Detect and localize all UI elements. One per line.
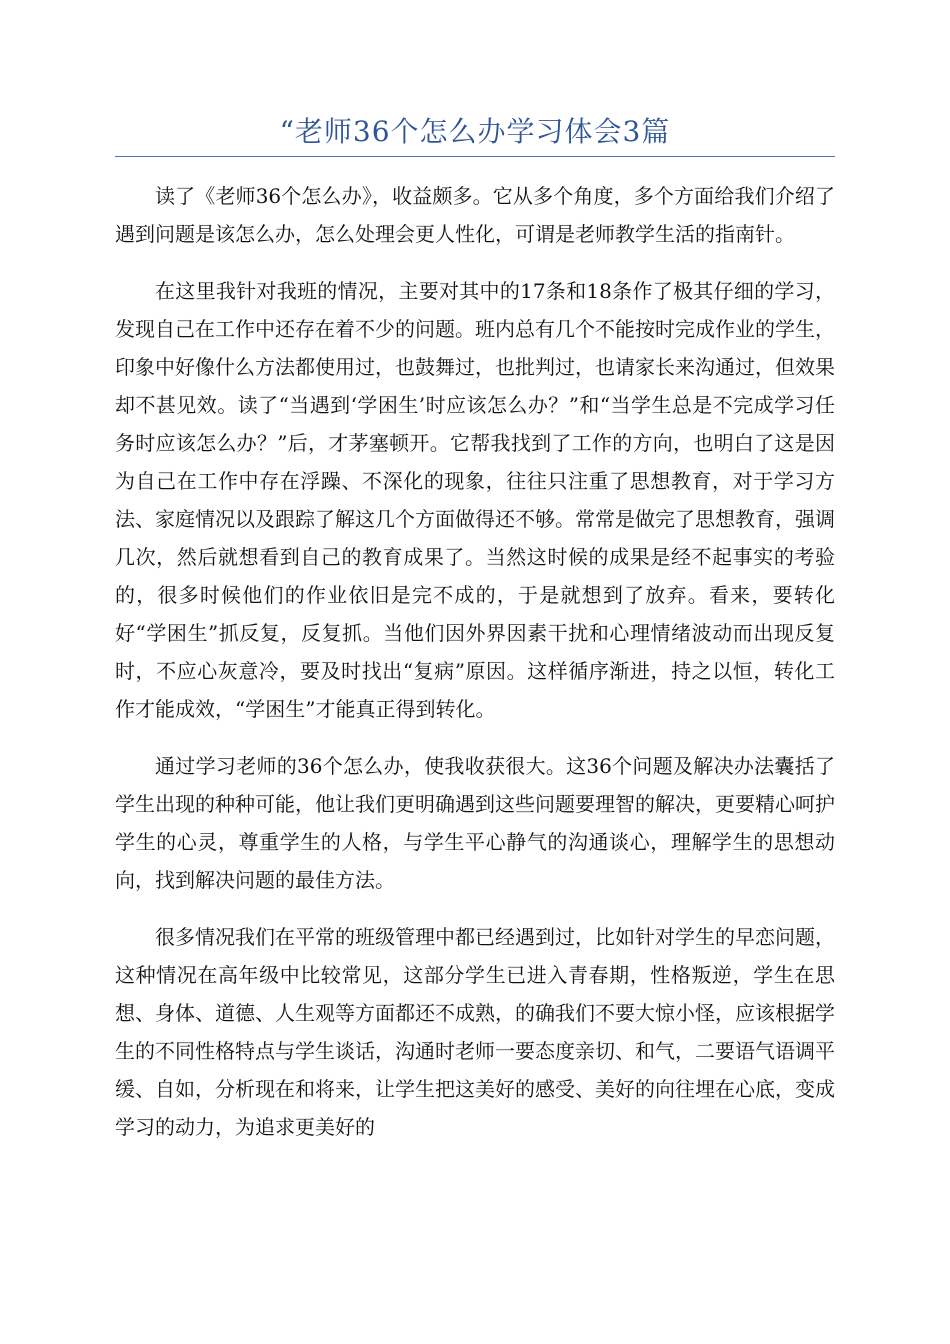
- title-underline: [115, 156, 835, 157]
- paragraph-3: 通过学习老师的36个怎么办，使我收获很大。这36个问题及解决办法囊括了学生出现的种种可能，他让我们更明确遇到这些问题要理智的解决，更要精心呵护学生的心灵，尊重学生的人格，与学生平心静气的沟通谈心，理解学生的思想动向，找到解决问题的最佳方法。: [115, 754, 835, 892]
- paragraph-1: 读了《老师36个怎么办》，收益颇多。它从多个角度，多个方面给我们介绍了遇到问题是该怎么办，怎么处理会更人性化，可谓是老师教学生活的指南针。: [115, 184, 835, 246]
- document-page: [115, 110, 835, 1165]
- paragraph-4: 很多情况我们在平常的班级管理中都已经遇到过，比如针对学生的早恋问题，这种情况在高年级中比较常见，这部分学生已进入青春期，性格叛逆，学生在思想、身体、道德、人生观等方面都还不成熟，的确我们不要大惊小怪，应该根据学生的不同性格特点与学生谈话，沟通时老师一要态度亲切、和气，二要语气语调平缓、自如，分析现在和将来，让学生把这美好的感受、美好的向往埋在心底，变成学习的动力，为追求更美好的: [115, 925, 835, 1139]
- document-title: “老师36个怎么办学习体会3篇: [279, 115, 671, 148]
- document-body: [115, 177, 835, 1146]
- paragraph-2: 在这里我针对我班的情况，主要对其中的17条和18条作了极其仔细的学习，发现自己在工作中还存在着不少的问题。班内总有几个不能按时完成作业的学生，印象中好像什么方法都使用过，也鼓舞过，也批判过，也请家长来沟通过，但效果却不甚见效。读了“当遇到‘学困生’时应该怎么办？”和“当学生总是不完成学习任务时应该怎么办？”后，才茅塞顿开。它帮我找到了工作的方向，也明白了这是因为自己在工作中存在浮躁、不深化的现象，往往只注重了思想教育，对于学习方法、家庭情况以及跟踪了解这几个方面做得还不够。常常是做完了思想教育，强调几次，然后就想看到自己的教育成果了。当然这时候的成果是经不起事实的考验的，很多时候他们的作业依旧是完不成的，于是就想到了放弃。看来，要转化好“学困生”抓反复，反复抓。当他们因外界因素干扰和心理情绪波动而出现反复时，不应心灰意冷，要及时找出“复病”原因。这样循序渐进，持之以恒，转化工作才能成效，“学困生”才能真正得到转化。: [115, 279, 835, 721]
